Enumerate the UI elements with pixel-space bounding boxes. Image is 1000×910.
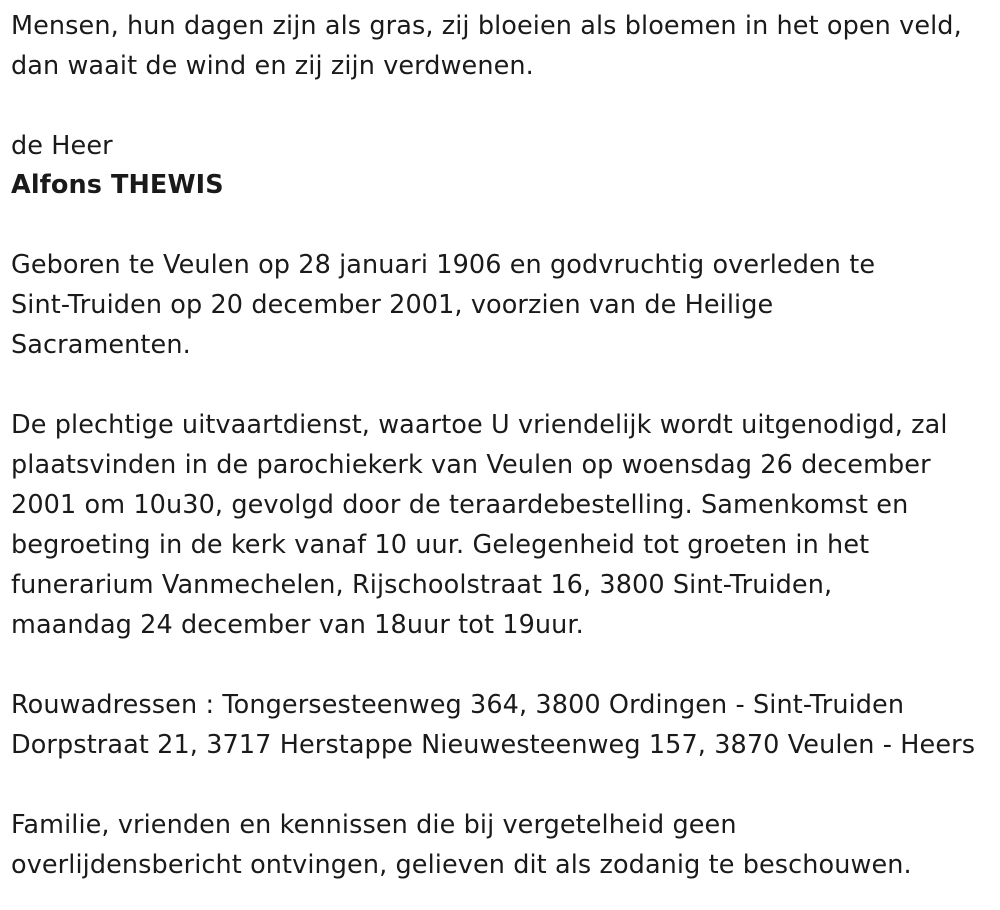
birth-death-line: Sacramenten.: [11, 330, 191, 360]
deceased-heading: [11, 126, 988, 205]
closing-line: overlijdensbericht ontvingen, gelieven dit als zodanig te beschouwen.: [11, 850, 912, 880]
funeral-line: De plechtige uitvaartdienst, waartoe U vriendelijk wordt uitgenodigd, zal: [11, 410, 948, 440]
birth-death-line: Sint-Truiden op 20 december 2001, voorzien van de Heilige: [11, 290, 774, 320]
spacer: [11, 365, 988, 405]
funeral-paragraph: [11, 405, 988, 645]
motto-paragraph: [11, 6, 988, 86]
spacer: [11, 86, 988, 126]
motto-line: dan waait de wind en zij zijn verdwenen.: [11, 51, 534, 81]
spacer: [11, 765, 988, 805]
address-line: Rouwadressen : Tongersesteenweg 364, 3800 Ordingen - Sint-Truiden: [11, 690, 905, 720]
closing-paragraph: [11, 805, 988, 885]
funeral-line: funerarium Vanmechelen, Rijschoolstraat 16, 3800 Sint-Truiden,: [11, 570, 833, 600]
funeral-line: maandag 24 december van 18uur tot 19uur.: [11, 610, 584, 640]
closing-line: Familie, vrienden en kennissen die bij vergetelheid geen: [11, 810, 737, 840]
deceased-title: de Heer: [11, 131, 113, 161]
funeral-line: 2001 om 10u30, gevolgd door de teraardebestelling. Samenkomst en: [11, 490, 909, 520]
birth-death-line: Geboren te Veulen op 28 januari 1906 en godvruchtig overleden te: [11, 250, 876, 280]
birth-death-paragraph: [11, 245, 988, 365]
funeral-line: begroeting in de kerk vanaf 10 uur. Gelegenheid tot groeten in het: [11, 530, 870, 560]
motto-line: Mensen, hun dagen zijn als gras, zij bloeien als bloemen in het open veld,: [11, 11, 962, 41]
addresses-paragraph: [11, 685, 988, 765]
deceased-name: Alfons THEWIS: [11, 170, 224, 200]
spacer: [11, 645, 988, 685]
funeral-line: plaatsvinden in de parochiekerk van Veulen op woensdag 26 december: [11, 450, 931, 480]
spacer: [11, 205, 988, 245]
address-line: Dorpstraat 21, 3717 Herstappe Nieuwesteenweg 157, 3870 Veulen - Heers: [11, 730, 976, 760]
